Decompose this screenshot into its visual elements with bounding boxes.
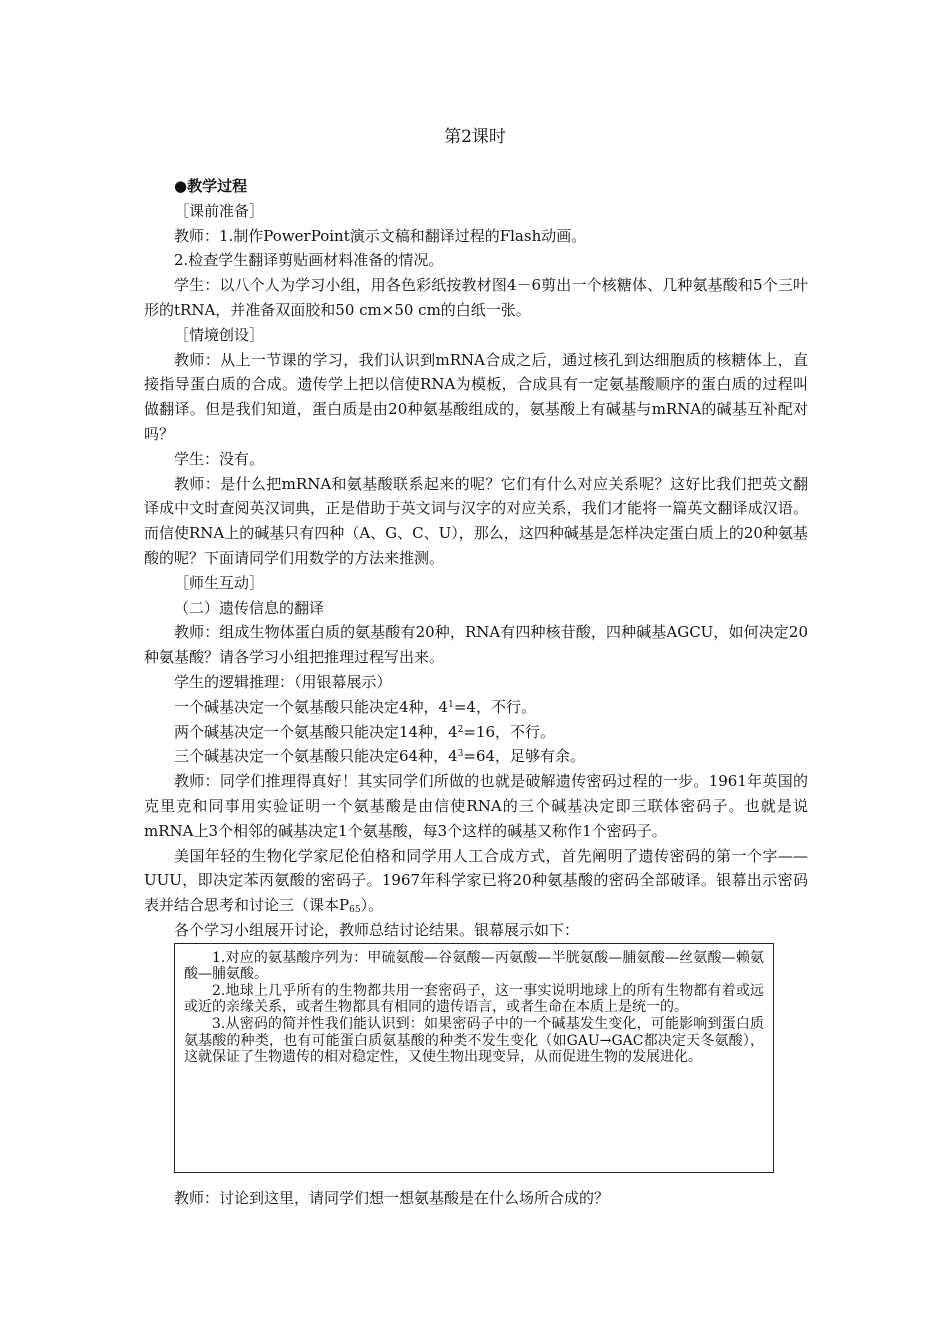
reasoning-line-2: 两个碱基决定一个氨基酸只能决定14种，$4^2=16$，不行。 — [174, 722, 556, 741]
scene-student: 学生：没有。 — [174, 449, 265, 468]
page-title: 第2课时 — [444, 127, 506, 147]
discussion-intro: 各个学习小组展开讨论，教师总结讨论结果。银幕展示如下： — [174, 920, 580, 939]
reasoning-intro: 学生的逻辑推理：（用银幕展示） — [174, 672, 392, 691]
interact-teacher-2: 教师：同学们推理得真好！其实同学们所做的也就是破解遗传密码过程的一步。1961年英国的克里克和同事用实验证明一个氨基酸是由信使RNA的三个碱基决定即三联体密码子。也就是说mRNA上3个相邻的碱基决定1个氨基酸，每3个这样的碱基又称作1个密码子。 — [144, 772, 808, 840]
scene-teacher-1: 教师：从上一节课的学习，我们认识到mRNA合成之后，通过核孔到达细胞质的核糖体上，直接指导蛋白质的合成。遗传学上把以信使RNA为模板，合成具有一定氨基酸顺序的蛋白质的过程叫做翻译。但是我们知道，蛋白质是由20种氨基酸组成的，氨基酸上有碱基与mRNA的碱基互补配对吗？ — [144, 350, 808, 443]
prep-teacher-2: 2.检查学生翻译剪贴画材料准备的情况。 — [174, 251, 444, 270]
lesson-content — [144, 174, 808, 1211]
prep-teacher-1: 教师：1.制作PowerPoint演示文稿和翻译过程的Flash动画。 — [174, 226, 587, 245]
interact-teacher-1: 教师：组成生物体蛋白质的氨基酸有20种，RNA有四种核苷酸，四种碱基AGCU，如何决定20种氨基酸？请各学习小组把推理过程写出来。 — [144, 623, 808, 667]
box-item-2: 2.地球上几乎所有的生物都共用一套密码子，这一事实说明地球上的所有生物都有着或远或近的亲缘关系，或者生物都具有相同的遗传语言，或者生命在本质上是统一的。 — [184, 982, 764, 1016]
prep-label: ［课前准备］ — [174, 201, 265, 220]
prep-student: 学生：以八个人为学习小组，用各色彩纸按教材图4－6剪出一个核糖体、几种氨基酸和5个三叶形的tRNA，并准备双面胶和50 cm×50 cm的白纸一张。 — [144, 276, 808, 319]
reasoning-line-3: 三个碱基决定一个氨基酸只能决定64种，$4^3=64$，足够有余。 — [174, 747, 586, 766]
box-item-3: 3.从密码的简并性我们能认识到：如果密码子中的一个碱基发生变化，可能影响到蛋白质氨基酸的种类，也有可能蛋白质氨基酸的种类不发生变化（如GAU→GAC都决定天冬氨酸），这就保证了生物遗传的相对稳定性，又使生物出现变异，从而促进生物的发展进化。 — [184, 1016, 764, 1066]
scene-teacher-2: 教师：是什么把mRNA和氨基酸联系起来的呢？它们有什么对应关系呢？这好比我们把英文翻译成中文时查阅英汉词典，正是借助于英文词与汉字的对应关系，我们才能将一篇英文翻译成汉语。而信使RNA上的碱基只有四种（A、G、C、U），那么，这四种碱基是怎样决定蛋白质上的20种氨基酸的呢？下面请同学们用数学的方法来推测。 — [144, 474, 808, 567]
closing-question: 教师：讨论到这里，请同学们想一想氨基酸是在什么场所合成的？ — [174, 1188, 610, 1207]
reasoning-line-1: 一个碱基决定一个氨基酸只能决定4种，$4^1=4$，不行。 — [174, 697, 536, 716]
discussion-result-box — [174, 943, 774, 1173]
box-item-1: 1.对应的氨基酸序列为：甲硫氨酸—谷氨酸—丙氨酸—半胱氨酸—脯氨酸—丝氨酸—赖氨酸—脯氨酸。 — [184, 949, 764, 983]
interact-label: ［师生互动］ — [174, 573, 265, 592]
section-heading: ●教学过程 — [174, 177, 248, 195]
scene-label: ［情境创设］ — [174, 325, 265, 344]
history-paragraph: 美国年轻的生物化学家尼伦伯格和同学用人工合成方式，首先阐明了遗传密码的第一个字——UUU，即决定苯丙氨酸的密码子。1967年科学家已将20种氨基酸的密码全部破译。银幕出示密码表并结合思考和讨论三（课本$P_{65}$）。 — [144, 846, 808, 916]
sub-heading: （二）遗传信息的翻译 — [174, 598, 325, 617]
